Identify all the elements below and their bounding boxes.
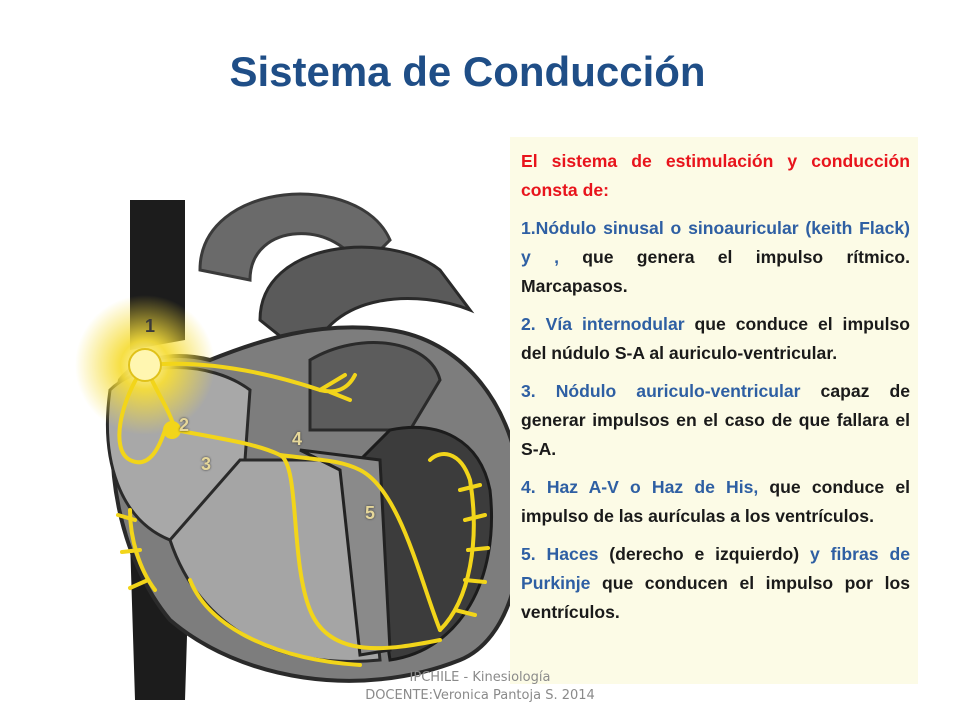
item-4-num: 4. <box>521 477 547 497</box>
item-3-text: capaz de generar impulsos en el caso de que fallara el S-A. <box>521 381 910 459</box>
heart-diagram <box>60 160 530 700</box>
label-5: 5 <box>365 503 376 523</box>
item-2-num: 2. <box>521 314 546 334</box>
item-5-mid: (derecho e izquierdo) <box>598 544 811 564</box>
item-1-text: que genera el impulso rítmico. Marcapasos. <box>521 247 910 296</box>
item-5-num: 5. <box>521 544 547 564</box>
item-2 <box>521 310 910 368</box>
item-3-term: Nódulo auriculo-ventricular <box>555 381 801 401</box>
item-5-term: Haces <box>546 544 599 564</box>
sa-node <box>129 349 161 381</box>
item-4 <box>521 473 910 531</box>
item-5-term2: y fibras de Purkinje <box>521 544 910 593</box>
label-4: 4 <box>292 429 303 449</box>
item-3 <box>521 377 910 464</box>
item-4-term: Haz A-V o Haz de His, <box>546 477 759 497</box>
item-1-term: 1.Nódulo sinusal o sinoauricular (keith Flack) y , <box>521 218 910 267</box>
footer-teacher: DOCENTE:Veronica Pantoja S. 2014 <box>365 688 595 703</box>
item-4-text: que conduce el impulso de las aurículas a los ventrículos. <box>521 477 910 526</box>
item-3-num: 3. <box>521 381 556 401</box>
description-box <box>510 137 918 684</box>
item-5 <box>521 540 910 627</box>
footer-institution: IPCHILE - Kinesiología <box>409 670 551 685</box>
page-title: Sistema de Conducción <box>229 48 706 95</box>
label-2: 2 <box>179 415 190 435</box>
intro-text: El sistema de estimulación y conducción consta de: <box>521 151 910 200</box>
item-1 <box>521 214 910 301</box>
item-2-text: que conduce el impulso del núdulo S-A al auriculo-ventricular. <box>521 314 911 363</box>
item-2-term: Vía internodular <box>545 314 685 334</box>
label-1: 1 <box>145 316 156 336</box>
item-5-text: que conducen el impulso por los ventrículos. <box>521 573 910 622</box>
footer <box>330 669 630 705</box>
label-3: 3 <box>201 454 212 474</box>
